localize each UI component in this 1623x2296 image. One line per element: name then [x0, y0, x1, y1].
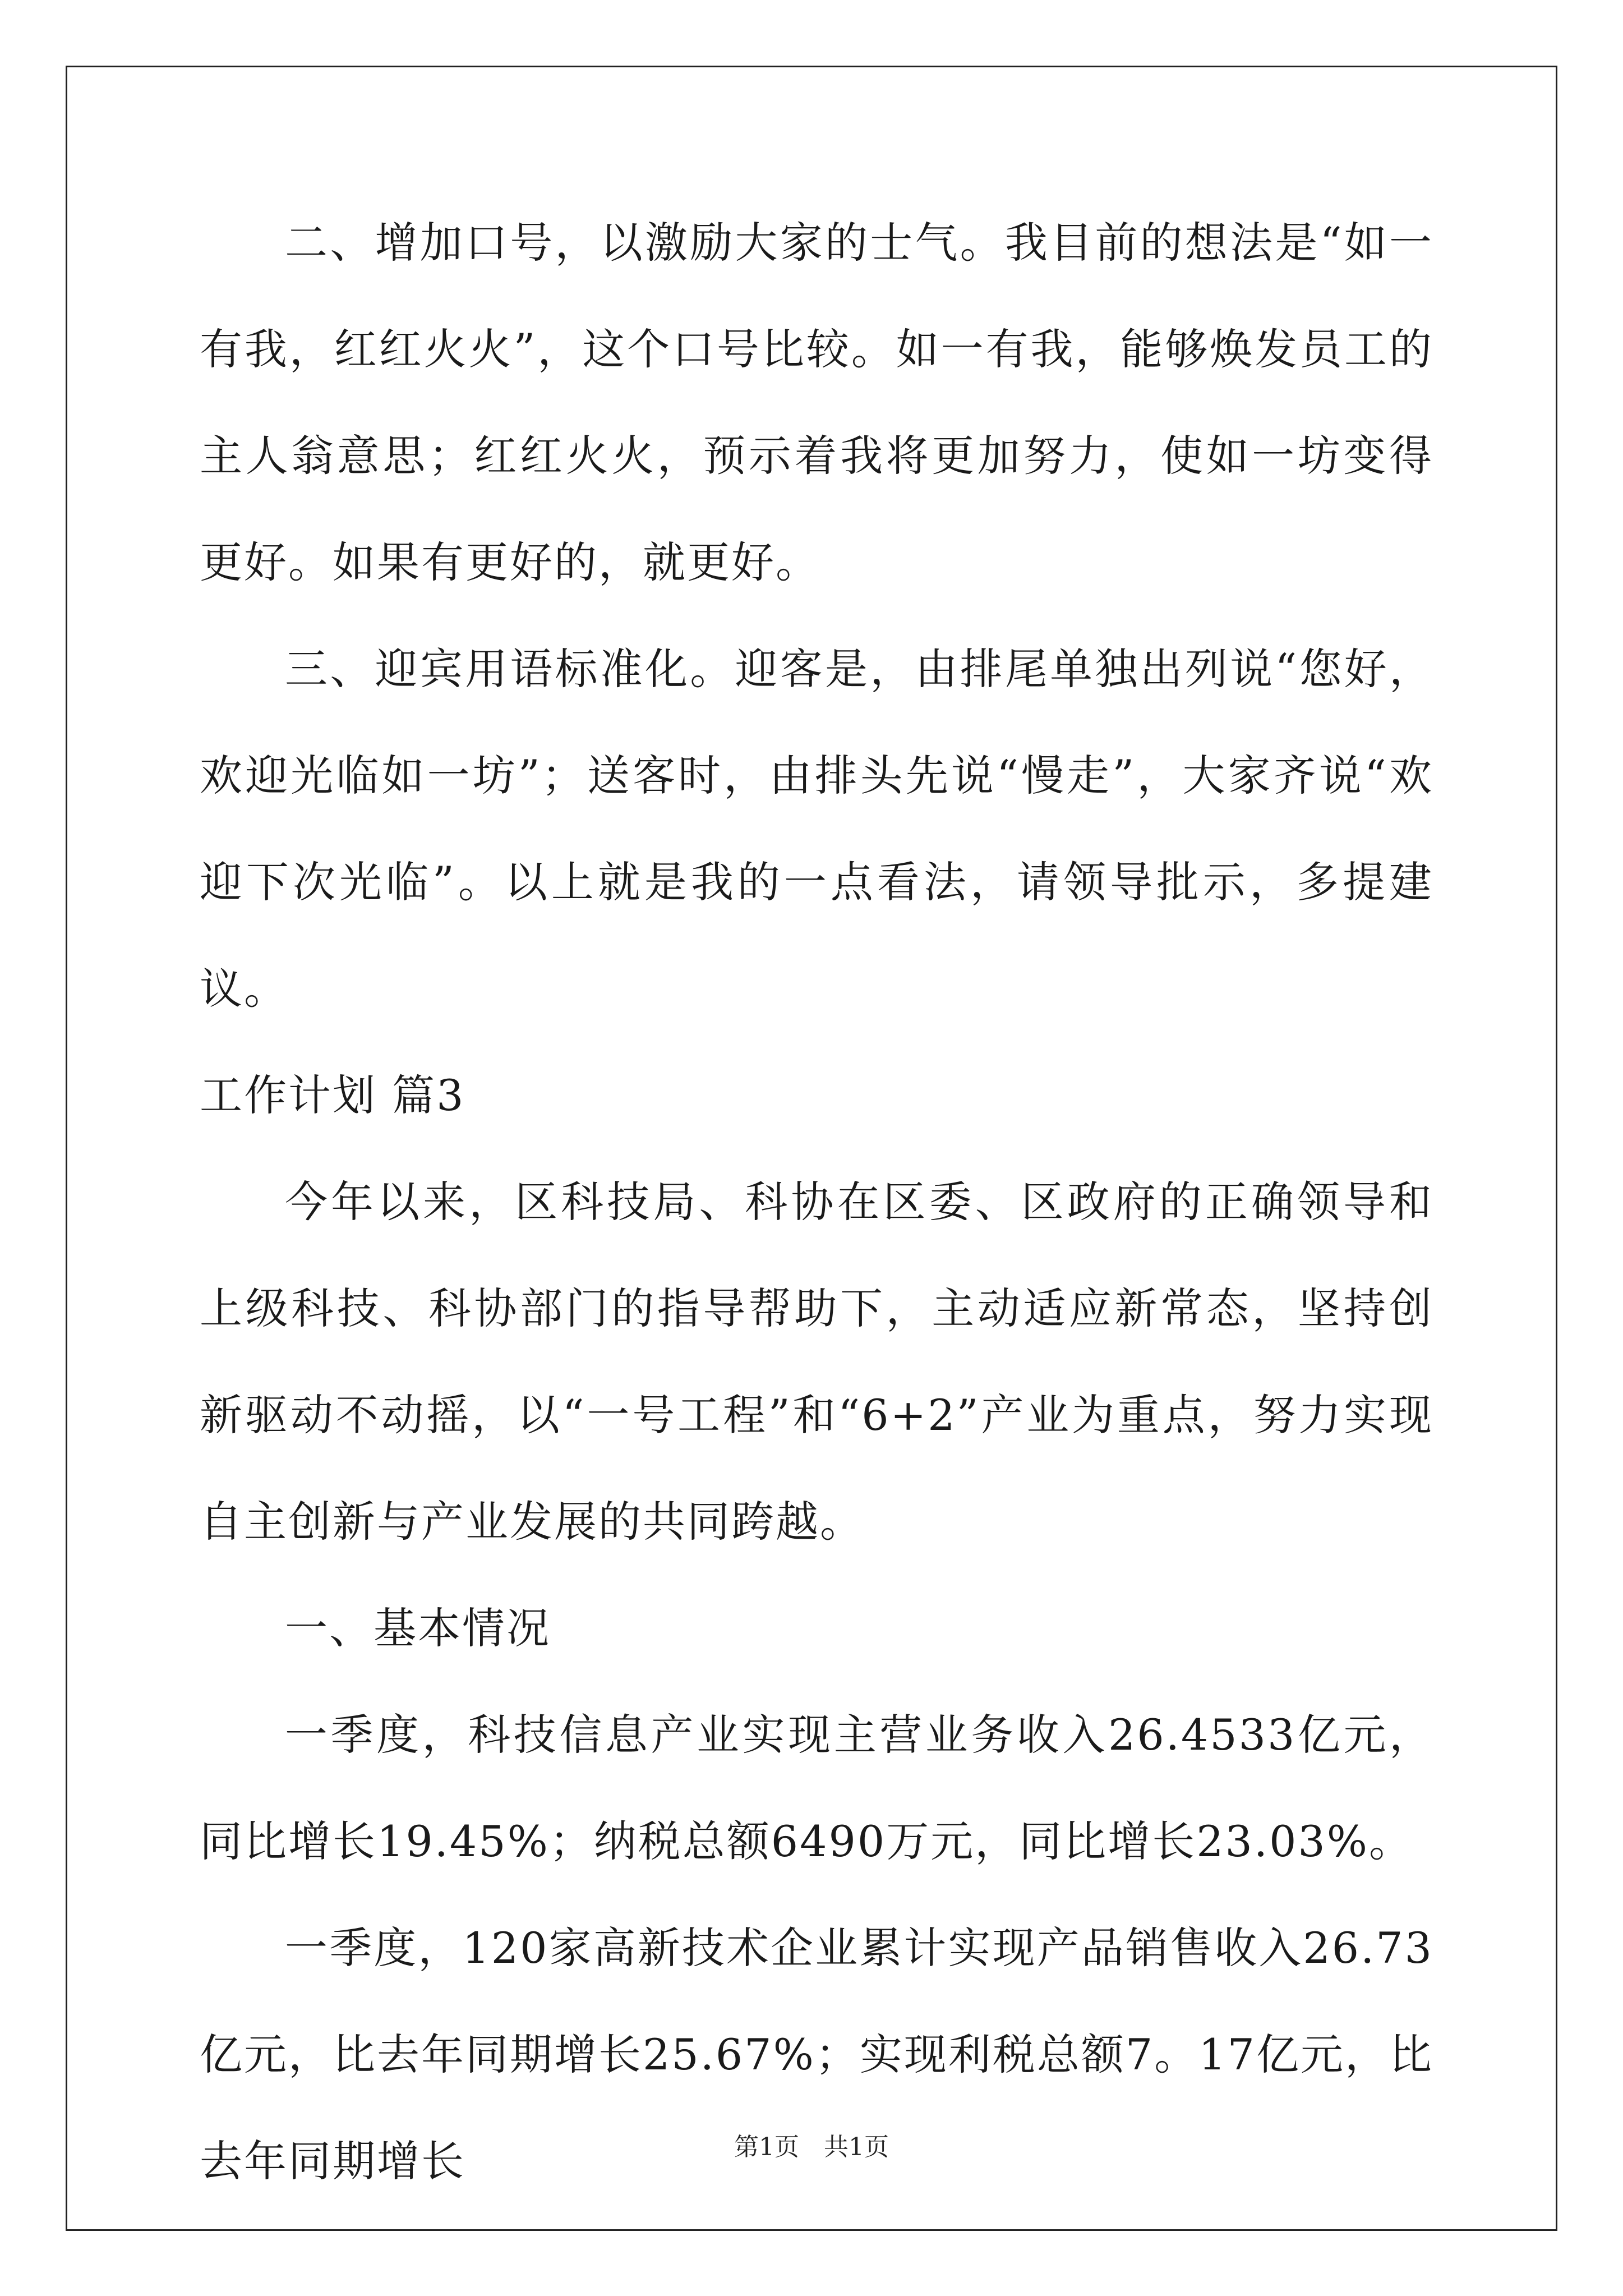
page-footer: 第1页 共1页: [734, 2133, 889, 2161]
paragraph-slogan: 二、增加口号，以激励大家的士气。我目前的想法是“如一有我，红红火火”，这个口号比较。如一有我，能够焕发员工的主人翁意思；红红火火，预示着我将更加努力，使如一坊变得更好。如果有更好的，就更好。: [200, 218, 1433, 587]
paragraph-intro: 今年以来，区科技局、科协在区委、区政府的正确领导和上级科技、科协部门的指导帮助下，主动适应新常态，坚持创新驱动不动摇，以“一号工程”和“6+2”产业为重点，努力实现自主创新与产业发展的共同跨越。: [200, 1177, 1433, 1547]
document-body: [200, 190, 1433, 2215]
paragraph-q1-revenue: 一季度，科技信息产业实现主营业务收入26.4533亿元，同比增长19.45%；纳税总额6490万元，同比增长23.03%。: [200, 1710, 1433, 1866]
paragraph-q1-hightech: 一季度，120家高新技术企业累计实现产品销售收入26.73亿元，比去年同期增长25.67%；实现利税总额7。17亿元，比去年同期增长: [200, 1923, 1433, 2186]
paragraph-basic-heading: 一、基本情况: [285, 1603, 551, 1653]
section-heading: 工作计划 篇3: [200, 1070, 465, 1120]
paragraph-greeting-standard: 三、迎宾用语标准化。迎客是，由排尾单独出列说“您好，欢迎光临如一坊”；送客时，由排头先说“慢走”，大家齐说“欢迎下次光临”。以上就是我的一点看法，请领导批示，多提建议。: [200, 644, 1433, 1014]
